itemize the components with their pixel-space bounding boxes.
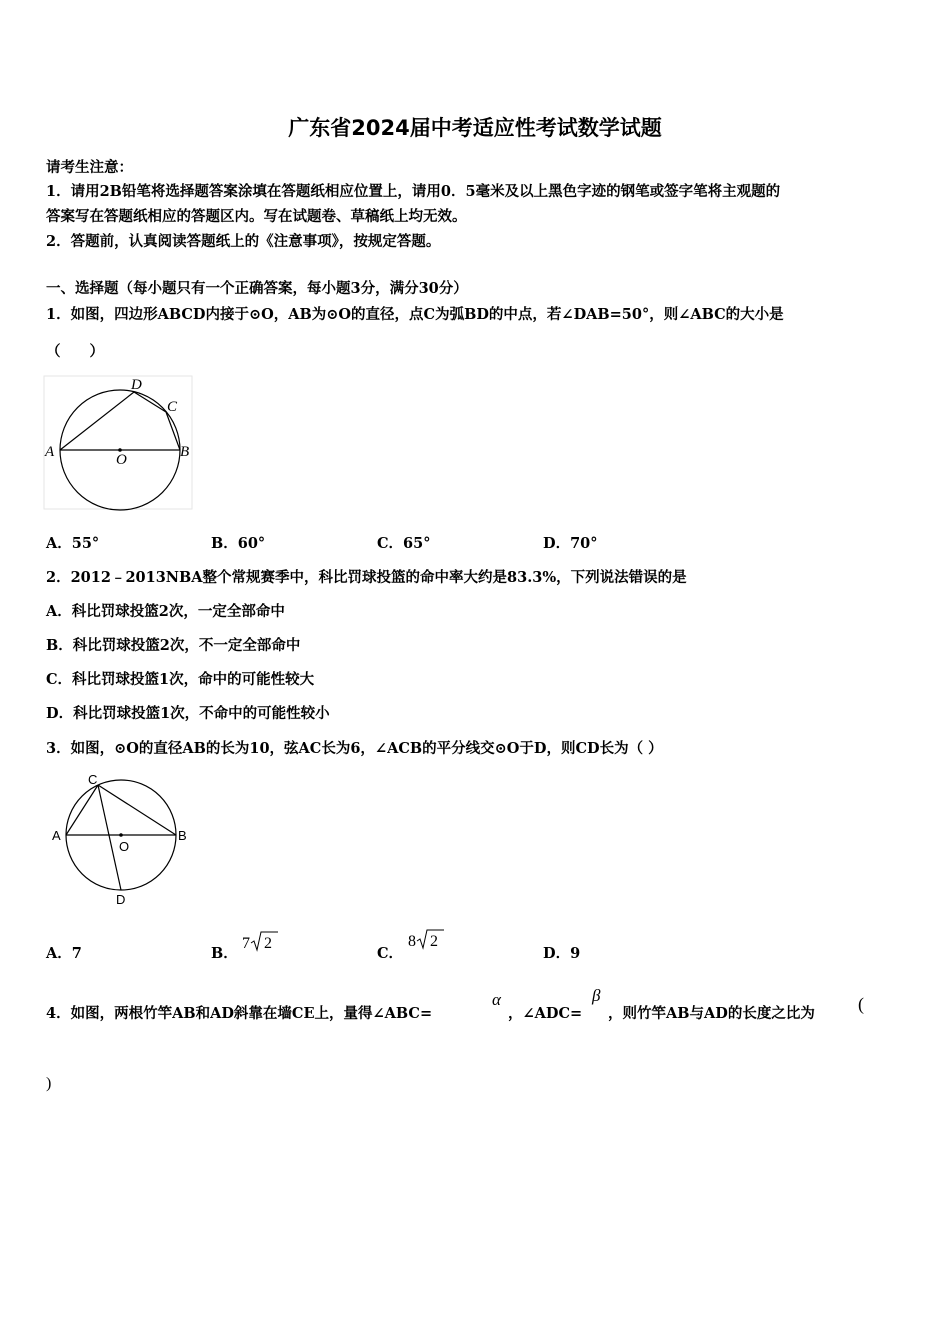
q1-answer-paren: （ ） bbox=[46, 343, 104, 360]
q1-option-a: A．55° bbox=[46, 535, 100, 552]
q1-label-d: D bbox=[131, 377, 142, 393]
q1-label-a: A bbox=[45, 444, 55, 460]
q2-option-b: B．科比罚球投篮2次，不一定全部命中 bbox=[46, 637, 301, 654]
q3-stem: 3．如图，⊙O的直径AB的长为10，弦AC长为6，∠ACB的平分线交⊙O于D，则CD长为（ ） bbox=[46, 740, 663, 757]
q3-option-a: A．7 bbox=[46, 945, 82, 962]
q1-option-b: B．60° bbox=[211, 535, 266, 552]
q3-label-c: C bbox=[88, 772, 98, 787]
q2-option-c: C．科比罚球投篮1次，命中的可能性较大 bbox=[46, 671, 315, 688]
q3-chord-cd bbox=[98, 785, 121, 890]
q3-label-a: A bbox=[52, 828, 61, 843]
q4-stem-part1: 4．如图，两根竹竿AB和AD斜靠在墙CE上，量得∠ABC= bbox=[46, 1005, 433, 1022]
q3-option-c-value bbox=[406, 926, 448, 954]
q1-label-c: C bbox=[167, 399, 178, 415]
q4-stem-part2: ，∠ADC= bbox=[508, 1005, 583, 1022]
q1-label-b: B bbox=[180, 444, 190, 460]
q3-option-b-radicand: 2 bbox=[264, 935, 272, 952]
notice-line-2: 2．答题前，认真阅读答题纸上的《注意事项》，按规定答题。 bbox=[46, 233, 441, 250]
q3-option-b-value bbox=[240, 928, 282, 956]
q3-option-c-label: C． bbox=[377, 945, 404, 962]
q2-stem: 2．2012﹣2013NBA整个常规赛季中，科比罚球投篮的命中率大约是83.3%，下列说法错误的是 bbox=[46, 569, 687, 586]
q1-segment-dc bbox=[134, 392, 166, 412]
q3-option-c-coefficient: 8 bbox=[408, 933, 416, 950]
q1-stem: 1．如图，四边形ABCD内接于⊙O，AB为⊙O的直径，点C为弧BD的中点，若∠DAB=50°，则∠ABC的大小是 bbox=[46, 306, 784, 323]
q2-option-d: D．科比罚球投篮1次，不命中的可能性较小 bbox=[46, 705, 330, 722]
notice-line-1b: 答案写在答题纸相应的答题区内。写在试题卷、草稿纸上均无效。 bbox=[46, 208, 467, 225]
q3-option-c-radicand: 2 bbox=[430, 933, 438, 950]
q3-option-b-coefficient: 7 bbox=[242, 935, 250, 952]
q3-chord-ac bbox=[66, 785, 98, 835]
q4-alpha: α bbox=[492, 990, 501, 1009]
q1-option-d: D．70° bbox=[543, 535, 598, 552]
q4-close-paren: ) bbox=[46, 1075, 52, 1092]
q3-label-o: O bbox=[119, 839, 130, 854]
q4-open-paren: ( bbox=[858, 994, 864, 1014]
q1-option-c: C．65° bbox=[377, 535, 431, 552]
q3-figure bbox=[46, 768, 206, 910]
q1-figure-frame bbox=[44, 376, 192, 509]
q4-beta: β bbox=[592, 986, 601, 1005]
q1-segment-ad bbox=[60, 392, 134, 450]
notice-line-1: 1．请用2B铅笔将选择题答案涂填在答题纸相应位置上，请用0．5毫米及以上黑色字迹的钢笔或签字笔将主观题的 bbox=[46, 183, 781, 200]
q3-chord-cb bbox=[98, 785, 176, 835]
page-title: 广东省2024届中考适应性考试数学试题 bbox=[288, 116, 662, 140]
q2-option-a: A．科比罚球投篮2次，一定全部命中 bbox=[46, 603, 285, 620]
notice-heading: 请考生注意： bbox=[46, 159, 133, 176]
q3-option-d: D．9 bbox=[543, 945, 581, 962]
q1-segment-cb bbox=[166, 412, 180, 450]
q4-stem-part3: ，则竹竿AB与AD的长度之比为 bbox=[608, 1005, 815, 1022]
section-heading: 一、选择题（每小题只有一个正确答案，每小题3分，满分30分） bbox=[46, 280, 468, 297]
q3-option-b-label: B． bbox=[211, 945, 238, 962]
q1-label-o: O bbox=[116, 452, 127, 468]
q3-center-dot bbox=[119, 833, 123, 837]
q3-label-d: D bbox=[116, 892, 126, 907]
q1-figure bbox=[40, 372, 200, 514]
q3-label-b: B bbox=[178, 828, 187, 843]
